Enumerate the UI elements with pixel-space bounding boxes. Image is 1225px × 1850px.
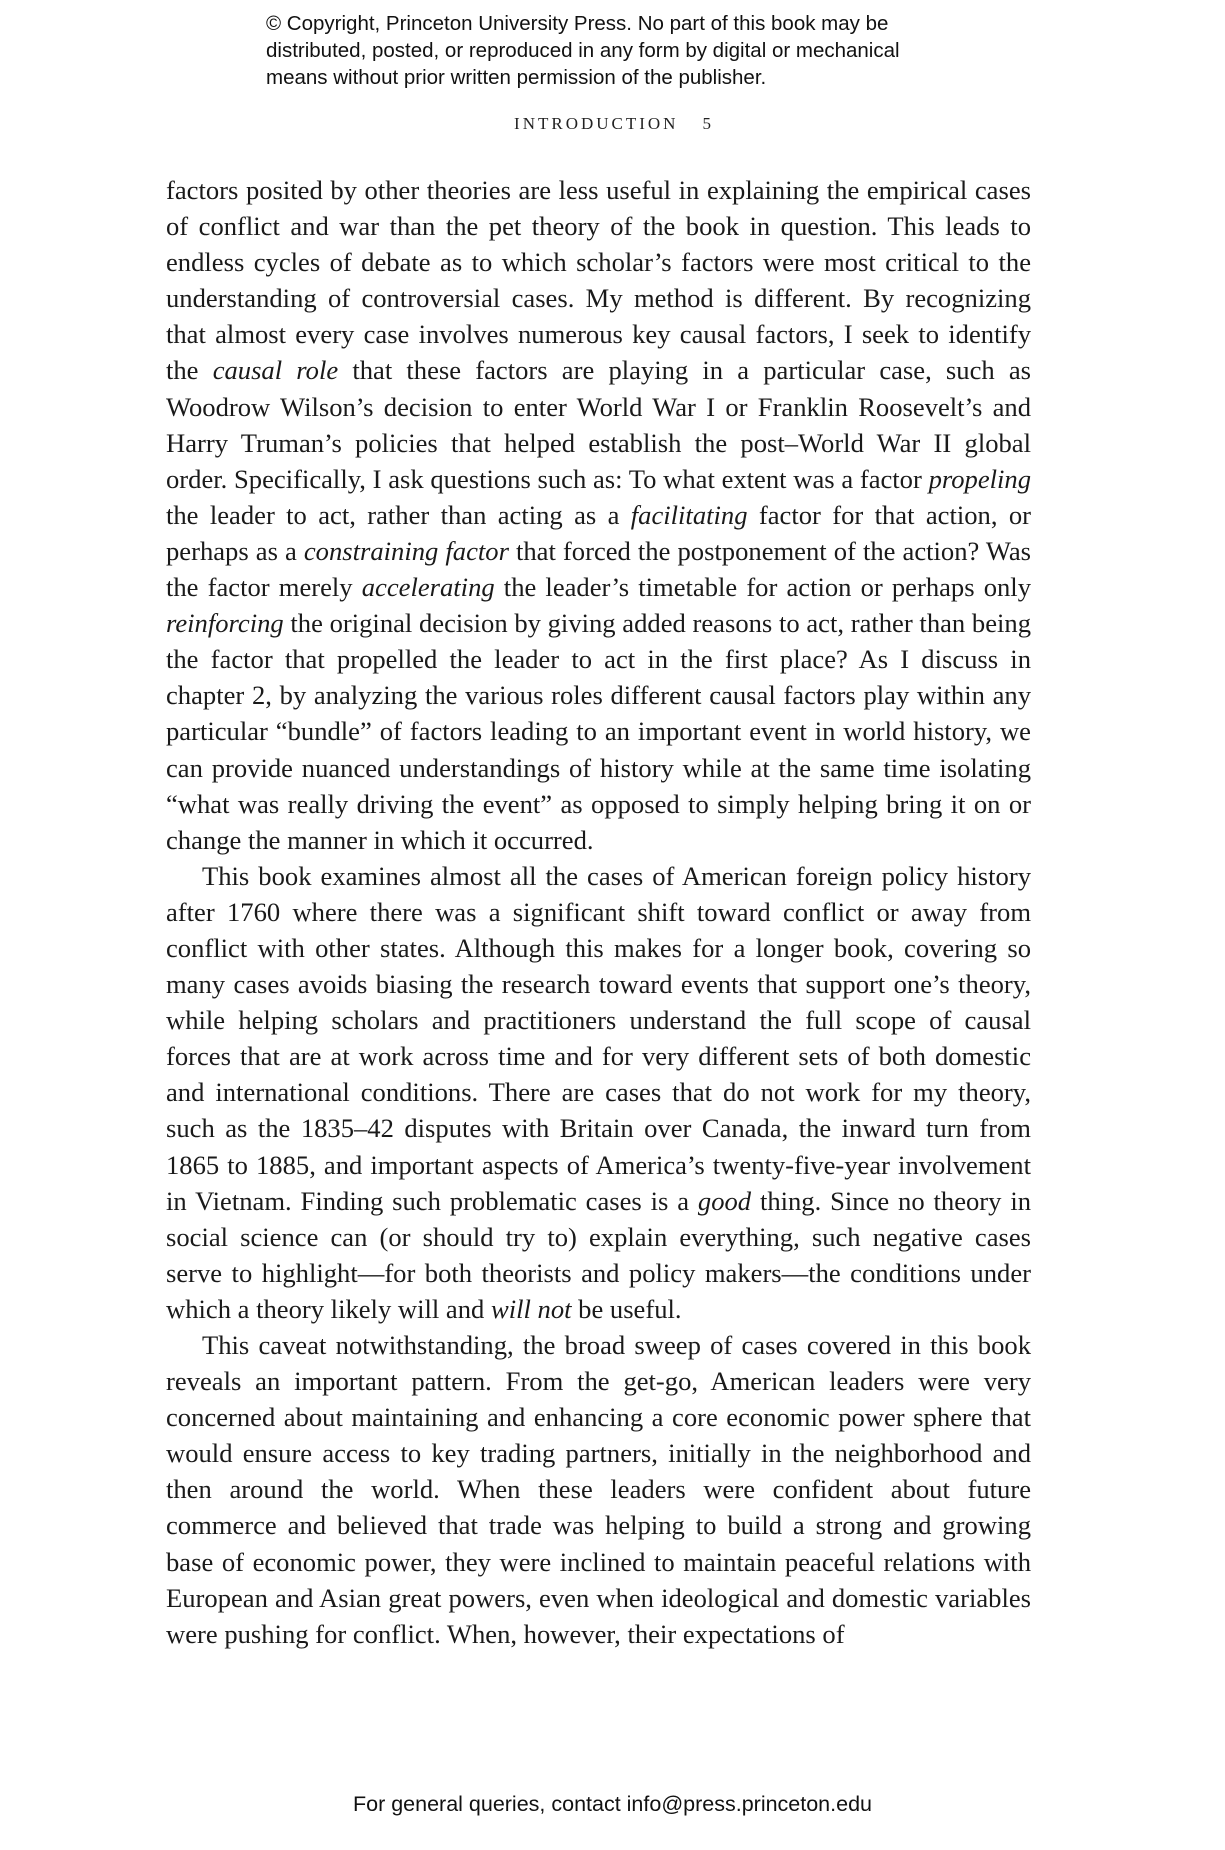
text-run: that forced the postponement of the action? Was the factor merely xyxy=(166,535,1032,603)
italic-text: facilitating xyxy=(630,499,748,530)
running-title: INTRODUCTION xyxy=(514,114,679,133)
text-run: thing. Since no theory in social science can (or should try to) explain everything, such negative cases serve to highlight—for both theorists and policy makers—the conditions under which a theory likely will and xyxy=(166,1185,1032,1324)
italic-text: will not xyxy=(490,1293,572,1324)
copyright-notice xyxy=(266,10,986,91)
italic-text: accelerating xyxy=(361,572,495,603)
text-run: factors posited by other theories are less useful in explaining the empirical cases of conflict and war than the pet theory of the book in question. This leads to endless cycles of debate as to which scholar’s factors were most critical to the understanding of controversial cases. My method is different. By recognizing that almost every case involves numerous key causal factors, I seek to identify the xyxy=(166,175,1031,386)
text-run: that these factors are playing in a particular case, such as Woodrow Wilson’s decision to enter World War I or Franklin Roosevelt’s and Harry Truman’s policies that helped establish the post–World War II global order. Specifically, I ask questions such as: To what extent was a factor xyxy=(166,355,1032,494)
text-run: be useful. xyxy=(571,1293,682,1324)
text-run: the original decision by giving added reasons to act, rather than being the factor that propelled the leader to act in the first place? As I discuss in chapter 2, by analyzing the various roles different causal factors play within any particular “bundle” of factors leading to an important event in world history, we can provide nuanced understandings of history while at the same time isolating “what was really driving the event” as opposed to simply helping bring it on or change the manner in which it occurred. xyxy=(166,608,1031,855)
text-run: This caveat notwithstanding, the broad sweep of cases covered in this book reveals an important pattern. From the get-go, American leaders were very concerned about maintaining and enhancing a core economic power sphere that would ensure access to key trading partners, initially in the neighborhood and then around the world. When these leaders were confident about future commerce and believed that trade was helping to build a strong and growing base of economic power, they were inclined to maintain peaceful relations with European and Asian great powers, even when ideological and domestic variables were pushing for conflict. When, however, their expectations of xyxy=(166,1330,1031,1649)
text-run: This book examines almost all the cases of American foreign policy history after 1760 where there was a significant shift toward conflict or away from conflict with other states. Although this makes for a longer book, covering so many cases avoids biasing the research toward events that support one’s theory, while helping scholars and practitioners understand the full scope of causal forces that are at work across time and for very different sets of both domestic and international conditions. There are cases that do not work for my theory, such as the 1835–42 disputes with Britain over Canada, the inward turn from 1865 to 1885, and important aspects of America’s twenty-five-year involvement in Vietnam. Finding such problematic cases is a xyxy=(166,860,1031,1216)
italic-text: propeling xyxy=(928,463,1031,494)
page-number: 5 xyxy=(702,114,711,133)
italic-text: reinforcing xyxy=(166,608,284,639)
italic-text: causal role xyxy=(212,355,339,386)
copyright-line: means without prior written permission of the publisher. xyxy=(266,66,767,89)
italic-text: good xyxy=(697,1185,752,1216)
text-run: the leader’s timetable for action or perhaps only xyxy=(494,572,1031,603)
copyright-line: © Copyright, Princeton University Press. No part of this book may be xyxy=(266,12,889,35)
italic-text: constraining factor xyxy=(303,535,509,566)
copyright-line: distributed, posted, or reproduced in any form by digital or mechanical xyxy=(266,39,900,62)
body-text xyxy=(166,172,1031,1652)
running-header xyxy=(0,114,1225,134)
paragraph-2 xyxy=(166,858,1031,1327)
text-run: factor for that action, or perhaps as a xyxy=(166,499,1031,566)
paragraph-3 xyxy=(166,1327,1031,1652)
footer-contact: For general queries, contact info@press.princeton.edu xyxy=(352,1792,872,1816)
text-run: the leader to act, rather than acting as a xyxy=(166,499,631,530)
paragraph-1 xyxy=(166,172,1031,858)
